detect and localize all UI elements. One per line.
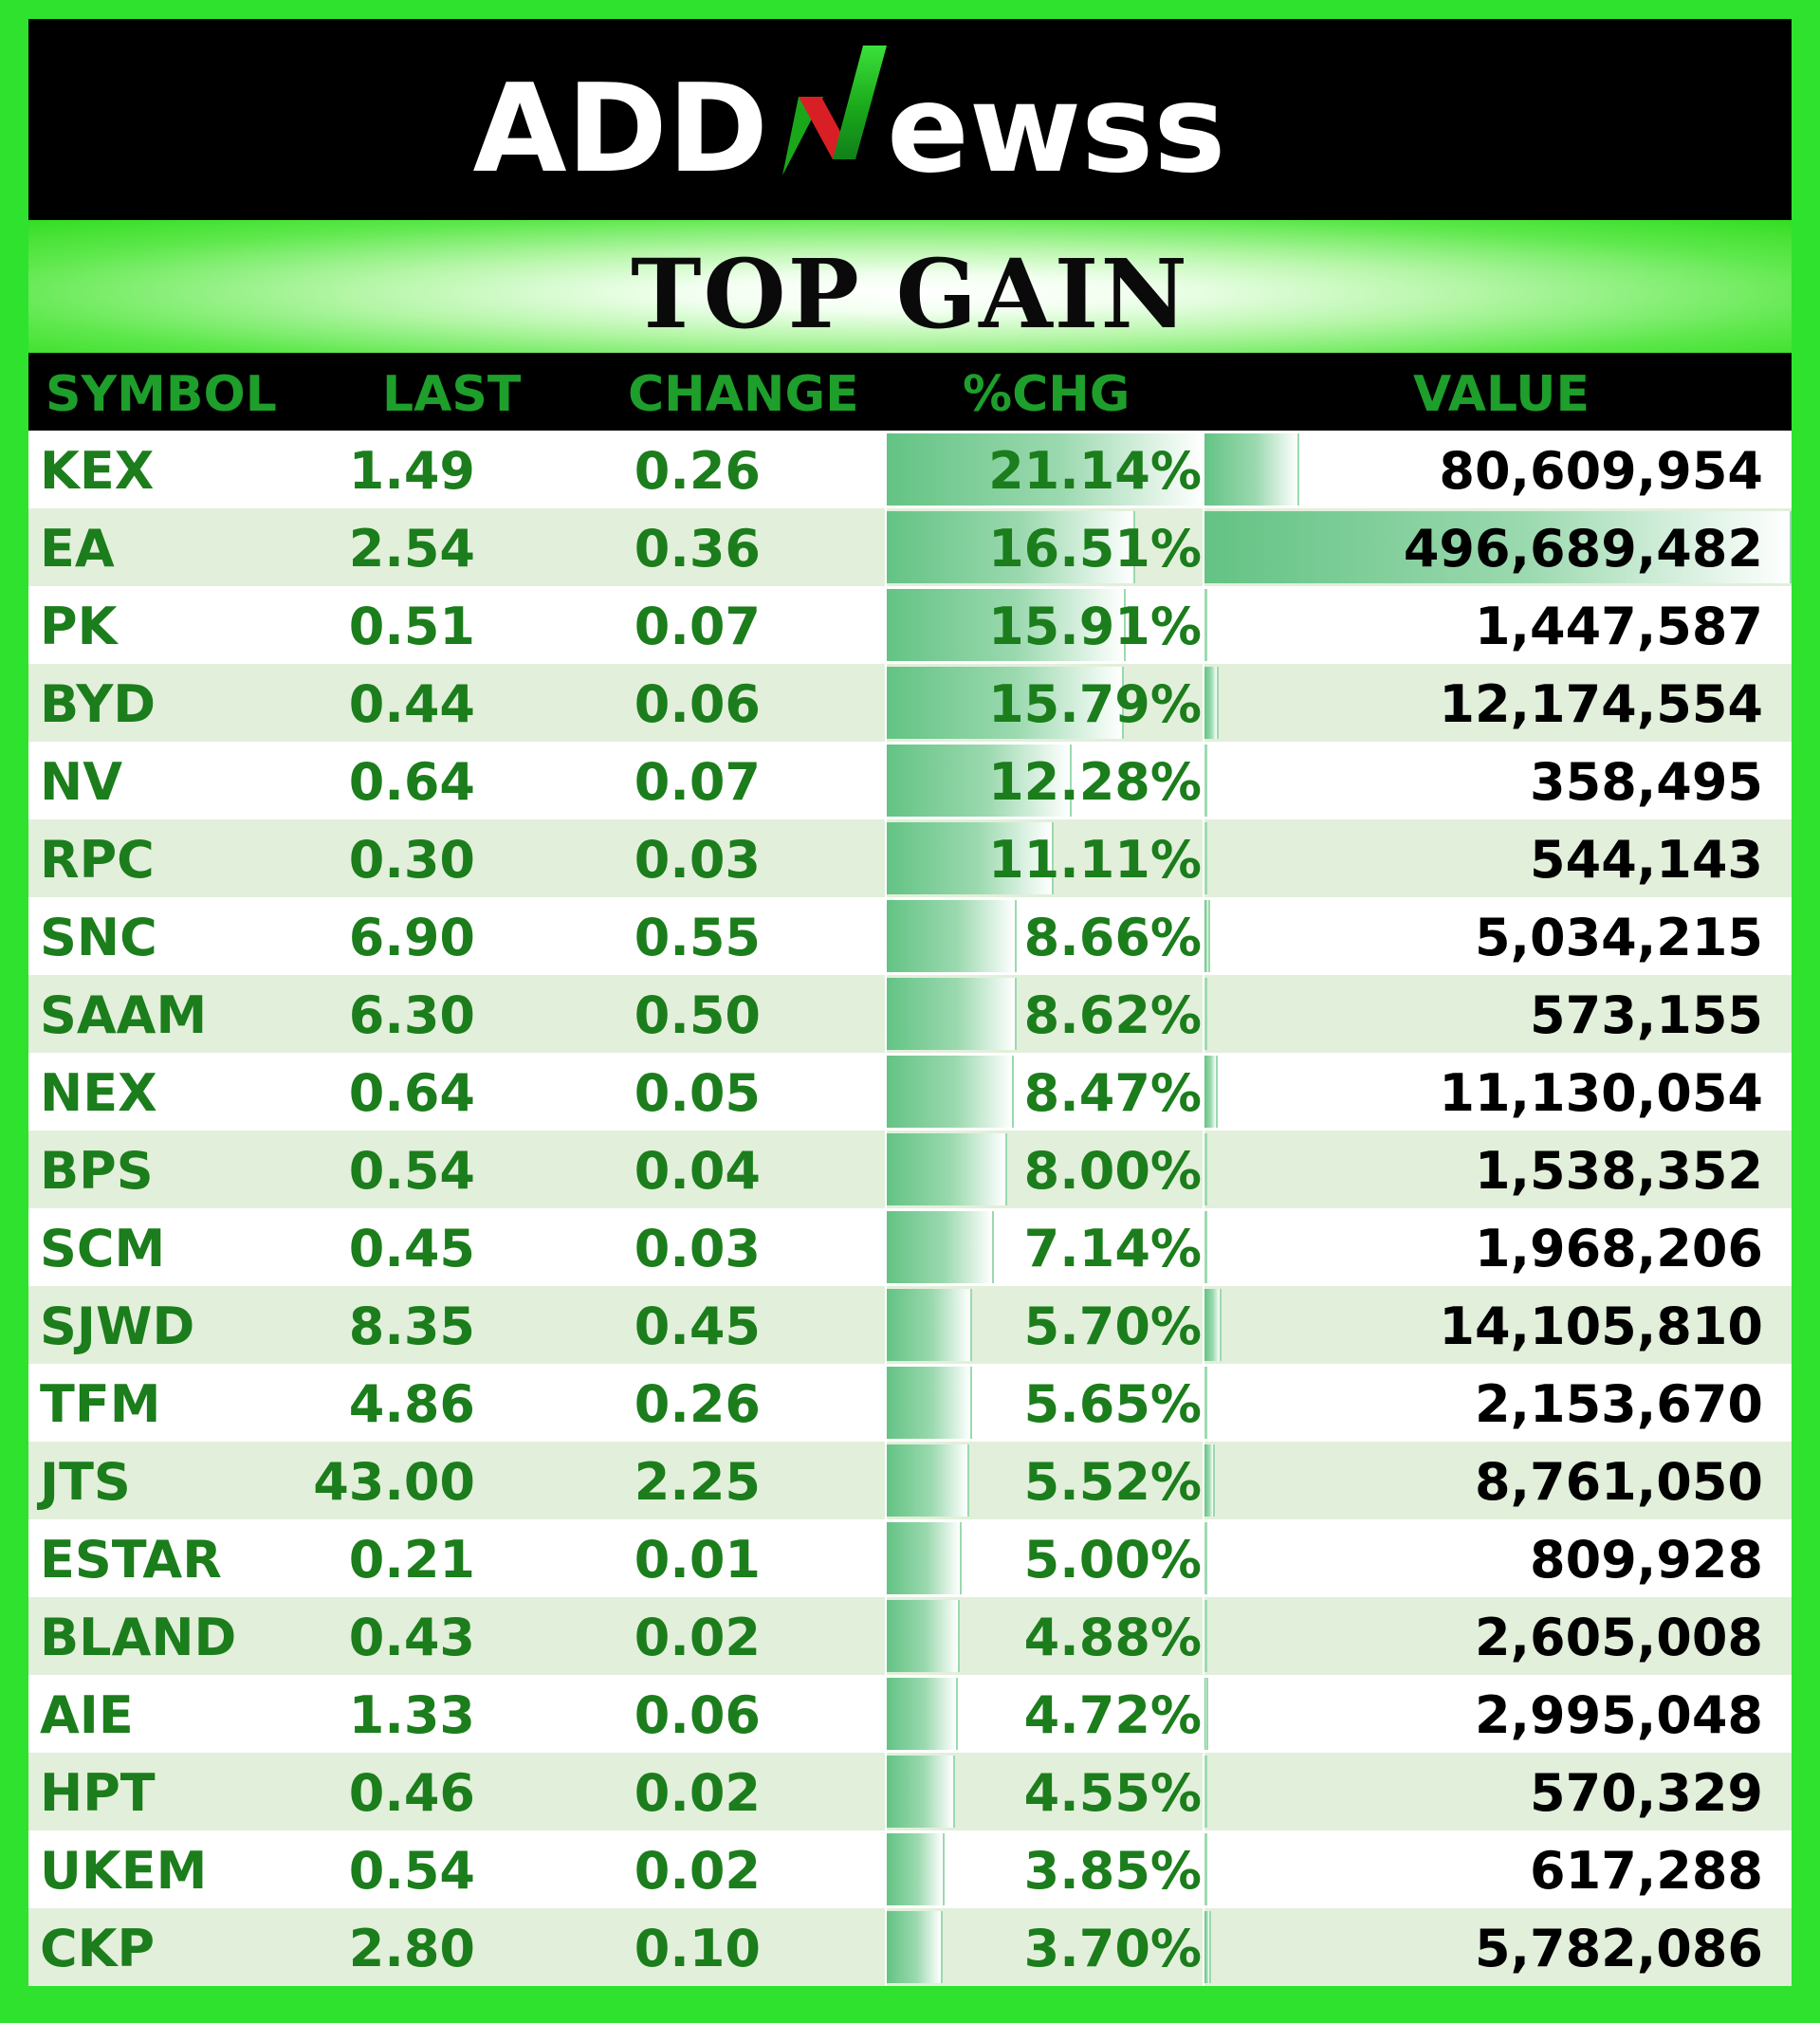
table-row: [28, 975, 1792, 1053]
table-row: [28, 1053, 1792, 1131]
column-divider: [885, 1830, 887, 1908]
pct-change-cell: 5.52%: [1023, 1452, 1202, 1512]
pct-data-bar: [887, 900, 1017, 972]
table-row: [28, 508, 1792, 586]
value-cell: 5,034,215: [1474, 908, 1763, 967]
value-cell: 573,155: [1530, 985, 1763, 1045]
value-data-bar: [1204, 1367, 1207, 1439]
symbol-cell: SJWD: [40, 1297, 195, 1356]
change-cell: 0.36: [634, 519, 761, 579]
value-cell: 617,288: [1530, 1841, 1763, 1901]
pct-data-bar: [887, 1756, 955, 1828]
change-cell: 0.26: [634, 1374, 761, 1434]
col-header-change: CHANGE: [628, 366, 859, 423]
value-cell: 809,928: [1530, 1530, 1763, 1590]
table-row: [28, 1908, 1792, 1986]
table-row: [28, 1753, 1792, 1830]
value-cell: 8,761,050: [1474, 1452, 1763, 1512]
title-banner: [28, 220, 1792, 353]
column-divider: [885, 1519, 887, 1597]
pct-change-cell: 8.66%: [1023, 908, 1202, 967]
column-divider: [1203, 742, 1204, 819]
column-divider: [1203, 1675, 1204, 1753]
value-data-bar: [1204, 822, 1207, 894]
column-divider: [885, 975, 887, 1053]
pct-data-bar: [887, 1444, 969, 1517]
pct-change-cell: 5.65%: [1023, 1374, 1202, 1434]
column-divider: [885, 1286, 887, 1364]
column-divider: [1203, 508, 1204, 586]
change-cell: 0.01: [634, 1530, 761, 1590]
column-divider: [1203, 586, 1204, 664]
column-divider: [885, 1675, 887, 1753]
column-divider: [1203, 1208, 1204, 1286]
value-data-bar: [1204, 745, 1207, 817]
col-header-last: LAST: [382, 366, 522, 423]
value-cell: 80,609,954: [1439, 441, 1763, 501]
last-price-cell: 6.90: [348, 908, 475, 967]
last-price-cell: 0.43: [348, 1608, 475, 1667]
value-cell: 496,689,482: [1403, 519, 1763, 579]
column-divider: [1203, 1053, 1204, 1131]
change-cell: 0.07: [634, 597, 761, 656]
pct-change-cell: 5.00%: [1023, 1530, 1202, 1590]
last-price-cell: 0.64: [348, 752, 475, 812]
column-divider: [1203, 431, 1204, 508]
pct-data-bar: [887, 1833, 945, 1905]
value-data-bar: [1204, 1133, 1207, 1205]
column-divider: [1203, 664, 1204, 742]
value-data-bar: [1204, 978, 1207, 1050]
value-data-bar: [1204, 667, 1219, 739]
value-data-bar: [1204, 589, 1207, 661]
pct-change-cell: 3.70%: [1023, 1919, 1202, 1978]
change-cell: 0.03: [634, 830, 761, 890]
value-cell: 2,995,048: [1474, 1685, 1763, 1745]
last-price-cell: 1.33: [348, 1685, 475, 1745]
change-cell: 0.26: [634, 441, 761, 501]
table-row: [28, 1131, 1792, 1208]
value-data-bar: [1204, 1522, 1207, 1594]
pct-change-cell: 5.70%: [1023, 1297, 1202, 1356]
symbol-cell: EA: [40, 519, 115, 579]
change-cell: 0.06: [634, 674, 761, 734]
symbol-cell: RPC: [40, 830, 155, 890]
change-cell: 0.10: [634, 1919, 761, 1978]
col-header-value: VALUE: [1413, 366, 1590, 423]
logo-text-left: ADD: [472, 59, 768, 200]
table-row: [28, 664, 1792, 742]
column-divider: [1203, 1908, 1204, 1986]
change-cell: 0.06: [634, 1685, 761, 1745]
value-data-bar: [1204, 1056, 1218, 1128]
value-data-bar: [1204, 1756, 1207, 1828]
pct-data-bar: [887, 1211, 994, 1283]
last-price-cell: 43.00: [313, 1452, 475, 1512]
last-price-cell: 0.64: [348, 1063, 475, 1123]
last-price-cell: 0.21: [348, 1530, 475, 1590]
pct-data-bar: [887, 1911, 943, 1983]
column-divider: [1203, 1364, 1204, 1442]
table-row: [28, 1364, 1792, 1442]
pct-change-cell: 11.11%: [988, 830, 1202, 890]
value-data-bar: [1204, 1678, 1208, 1750]
column-divider: [885, 1597, 887, 1675]
table-row: [28, 1830, 1792, 1908]
symbol-cell: NEX: [40, 1063, 157, 1123]
pct-data-bar: [887, 1367, 972, 1439]
symbol-cell: SCM: [40, 1219, 166, 1278]
last-price-cell: 2.80: [348, 1919, 475, 1978]
symbol-cell: HPT: [40, 1763, 156, 1823]
pct-data-bar: [887, 1133, 1007, 1205]
symbol-cell: BPS: [40, 1141, 154, 1201]
value-cell: 2,153,670: [1474, 1374, 1763, 1434]
value-cell: 12,174,554: [1439, 674, 1763, 734]
value-cell: 358,495: [1530, 752, 1763, 812]
symbol-cell: PK: [40, 597, 118, 656]
column-divider: [1203, 1597, 1204, 1675]
column-divider: [1203, 1131, 1204, 1208]
value-data-bar: [1204, 1211, 1207, 1283]
column-divider: [885, 1908, 887, 1986]
last-price-cell: 0.54: [348, 1841, 475, 1901]
logo-header: [28, 19, 1792, 220]
value-data-bar: [1204, 1289, 1222, 1361]
pct-change-cell: 15.91%: [988, 597, 1202, 656]
change-cell: 0.50: [634, 985, 761, 1045]
symbol-cell: SNC: [40, 908, 157, 967]
symbol-cell: NV: [40, 752, 122, 812]
column-divider: [1203, 819, 1204, 897]
last-price-cell: 0.45: [348, 1219, 475, 1278]
column-divider: [1203, 897, 1204, 975]
symbol-cell: SAAM: [40, 985, 208, 1045]
column-divider: [885, 664, 887, 742]
table-row: [28, 1597, 1792, 1675]
table-row: [28, 586, 1792, 664]
pct-change-cell: 15.79%: [988, 674, 1202, 734]
last-price-cell: 4.86: [348, 1374, 475, 1434]
column-divider: [885, 819, 887, 897]
column-divider: [885, 1364, 887, 1442]
table-row: [28, 897, 1792, 975]
symbol-cell: JTS: [40, 1452, 131, 1512]
column-divider: [885, 586, 887, 664]
column-divider: [1203, 1442, 1204, 1519]
column-divider: [1203, 1286, 1204, 1364]
table-row: [28, 431, 1792, 508]
last-price-cell: 1.49: [348, 441, 475, 501]
value-cell: 1,538,352: [1474, 1141, 1763, 1201]
column-divider: [885, 742, 887, 819]
table-row: [28, 1675, 1792, 1753]
banner-title: TOP GAIN: [631, 238, 1189, 350]
column-divider: [1203, 1753, 1204, 1830]
change-cell: 0.07: [634, 752, 761, 812]
change-cell: 0.02: [634, 1841, 761, 1901]
value-data-bar: [1204, 1600, 1207, 1672]
change-cell: 0.04: [634, 1141, 761, 1201]
top-gain-panel: [28, 19, 1792, 2003]
column-divider: [885, 1053, 887, 1131]
last-price-cell: 2.54: [348, 519, 475, 579]
value-cell: 5,782,086: [1474, 1919, 1763, 1978]
column-divider: [885, 1442, 887, 1519]
change-cell: 0.05: [634, 1063, 761, 1123]
value-data-bar: [1204, 900, 1210, 972]
pct-data-bar: [887, 1522, 962, 1594]
pct-change-cell: 8.62%: [1023, 985, 1202, 1045]
table-row: [28, 1519, 1792, 1597]
column-divider: [885, 897, 887, 975]
column-divider: [885, 508, 887, 586]
column-divider: [885, 1208, 887, 1286]
value-data-bar: [1204, 433, 1299, 506]
table-row: [28, 1442, 1792, 1519]
pct-data-bar: [887, 978, 1017, 1050]
value-cell: 14,105,810: [1439, 1297, 1763, 1356]
pct-change-cell: 21.14%: [988, 441, 1202, 501]
value-cell: 1,447,587: [1474, 597, 1763, 656]
value-cell: 544,143: [1530, 830, 1763, 890]
pct-change-cell: 3.85%: [1023, 1841, 1202, 1901]
pct-change-cell: 4.55%: [1023, 1763, 1202, 1823]
symbol-cell: TFM: [40, 1374, 161, 1434]
pct-change-cell: 7.14%: [1023, 1219, 1202, 1278]
column-divider: [1203, 1519, 1204, 1597]
change-cell: 0.45: [634, 1297, 761, 1356]
value-data-bar: [1204, 1911, 1211, 1983]
logo-text-right: ewss: [887, 59, 1226, 200]
change-cell: 0.02: [634, 1763, 761, 1823]
last-price-cell: 0.54: [348, 1141, 475, 1201]
value-cell: 11,130,054: [1439, 1063, 1763, 1123]
pct-change-cell: 8.47%: [1023, 1063, 1202, 1123]
symbol-cell: BYD: [40, 674, 156, 734]
last-price-cell: 0.44: [348, 674, 475, 734]
value-cell: 2,605,008: [1474, 1608, 1763, 1667]
last-price-cell: 6.30: [348, 985, 475, 1045]
last-price-cell: 8.35: [348, 1297, 475, 1356]
pct-change-cell: 16.51%: [988, 519, 1202, 579]
last-price-cell: 0.30: [348, 830, 475, 890]
change-cell: 0.55: [634, 908, 761, 967]
symbol-cell: AIE: [40, 1685, 134, 1745]
table-row: [28, 1208, 1792, 1286]
symbol-cell: ESTAR: [40, 1530, 222, 1590]
addnewss-logo: [28, 19, 1792, 220]
value-data-bar: [1204, 1444, 1215, 1517]
pct-data-bar: [887, 1678, 958, 1750]
column-divider: [1203, 1830, 1204, 1908]
pct-change-cell: 4.88%: [1023, 1608, 1202, 1667]
value-cell: 1,968,206: [1474, 1219, 1763, 1278]
column-divider: [885, 431, 887, 508]
value-data-bar: [1204, 1833, 1207, 1905]
col-header-symbol: SYMBOL: [46, 366, 277, 423]
table-header: [28, 353, 1792, 431]
col-header-pct: %CHG: [963, 366, 1131, 423]
pct-change-cell: 8.00%: [1023, 1141, 1202, 1201]
pct-change-cell: 4.72%: [1023, 1685, 1202, 1745]
column-divider: [885, 1753, 887, 1830]
change-cell: 2.25: [634, 1452, 761, 1512]
logo-n-mark: [782, 46, 887, 175]
table-row: [28, 1286, 1792, 1364]
change-cell: 0.03: [634, 1219, 761, 1278]
column-divider: [885, 1131, 887, 1208]
symbol-cell: CKP: [40, 1919, 156, 1978]
table-row: [28, 742, 1792, 819]
value-cell: 570,329: [1530, 1763, 1763, 1823]
pct-data-bar: [887, 1289, 972, 1361]
symbol-cell: KEX: [40, 441, 155, 501]
change-cell: 0.02: [634, 1608, 761, 1667]
symbol-cell: UKEM: [40, 1841, 208, 1901]
table-row: [28, 819, 1792, 897]
symbol-cell: BLAND: [40, 1608, 237, 1667]
pct-data-bar: [887, 1600, 960, 1672]
last-price-cell: 0.51: [348, 597, 475, 656]
last-price-cell: 0.46: [348, 1763, 475, 1823]
pct-data-bar: [887, 1056, 1014, 1128]
pct-change-cell: 12.28%: [988, 752, 1202, 812]
column-divider: [1203, 975, 1204, 1053]
